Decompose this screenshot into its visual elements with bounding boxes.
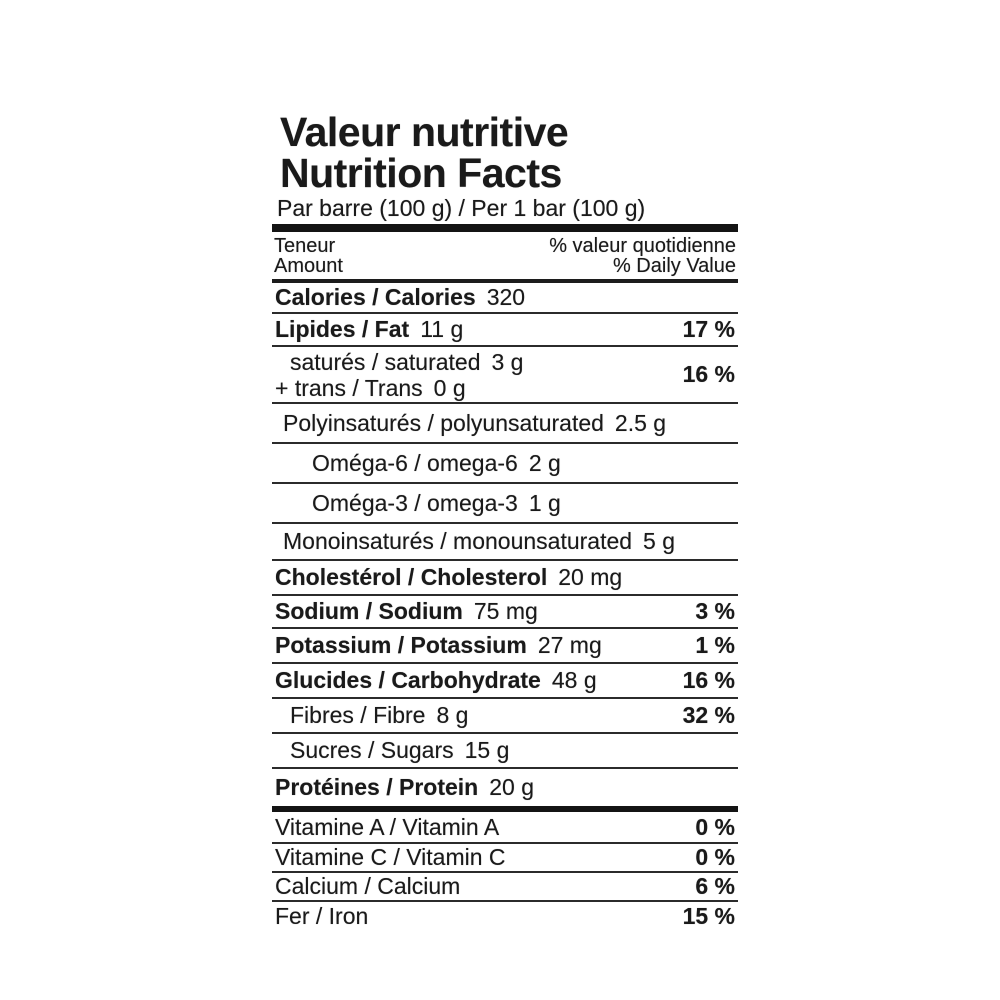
row-sugars xyxy=(272,734,738,769)
nutrient-name: Fibres / Fibre xyxy=(290,702,426,728)
row-fibre xyxy=(272,699,738,734)
nutrient-amount: 48 g xyxy=(551,667,597,693)
nutrient-daily-value: 0 % xyxy=(695,813,735,840)
nutrient-name: Vitamine C / Vitamin C xyxy=(275,844,506,870)
nutrient-name: Cholestérol / Cholesterol xyxy=(275,564,548,590)
label-title-english: Nutrition Facts xyxy=(280,150,562,196)
nutrient-daily-value: 16 % xyxy=(682,361,735,387)
row-saturated-trans xyxy=(272,347,738,404)
nutrient-daily-value: 6 % xyxy=(695,873,735,899)
row-vitamin-a xyxy=(272,812,738,844)
row-iron xyxy=(272,902,738,930)
nutrient-daily-value: 1 % xyxy=(695,632,735,658)
row-protein xyxy=(272,769,738,806)
nutrient-name: saturés / saturated xyxy=(290,348,481,375)
amount-header xyxy=(274,236,343,276)
nutrient-daily-value: 0 % xyxy=(695,844,735,870)
nutrient-name: Vitamine A / Vitamin A xyxy=(275,813,500,840)
nutrient-name: Lipides / Fat xyxy=(275,316,410,342)
nutrient-amount: 1 g xyxy=(528,489,561,516)
daily-value-header-fr: % valeur quotidienne xyxy=(549,235,736,257)
label-title-french: Valeur nutritive xyxy=(280,109,569,155)
saturated-line xyxy=(275,349,523,375)
nutrient-amount: 320 xyxy=(486,284,526,310)
nutrient-amount: 11 g xyxy=(420,316,464,342)
top-rule xyxy=(272,224,738,232)
nutrient-name: + trans / Trans xyxy=(275,374,423,401)
row-omega6 xyxy=(272,444,738,484)
nutrient-amount: 75 mg xyxy=(473,598,538,624)
row-potassium xyxy=(272,629,738,664)
row-vitamin-c xyxy=(272,844,738,873)
row-calories xyxy=(272,283,738,314)
nutrient-name: Monoinsaturés / monounsaturated xyxy=(283,528,633,554)
row-carbohydrate xyxy=(272,664,738,699)
row-calcium xyxy=(272,873,738,902)
nutrient-name: Glucides / Carbohydrate xyxy=(275,667,541,693)
nutrient-amount: 27 mg xyxy=(537,632,602,658)
nutrient-name: Sucres / Sugars xyxy=(290,737,454,763)
row-cholesterol xyxy=(272,561,738,596)
row-polyunsaturated xyxy=(272,404,738,444)
daily-value-header xyxy=(549,236,736,276)
nutrient-daily-value: 16 % xyxy=(682,667,735,693)
nutrient-daily-value: 17 % xyxy=(682,316,735,342)
amount-header-en: Amount xyxy=(274,255,343,277)
nutrient-name: Oméga-6 / omega-6 xyxy=(312,449,518,476)
nutrient-name: Polyinsaturés / polyunsaturated xyxy=(283,409,604,436)
nutrient-name: Potassium / Potassium xyxy=(275,632,527,658)
nutrient-amount: 2 g xyxy=(528,449,561,476)
row-omega3 xyxy=(272,484,738,524)
nutrient-name: Oméga-3 / omega-3 xyxy=(312,489,518,516)
column-header xyxy=(272,232,738,279)
nutrient-daily-value: 32 % xyxy=(682,702,735,728)
nutrient-amount: 5 g xyxy=(643,528,676,554)
nutrient-name: Sodium / Sodium xyxy=(275,598,463,624)
nutrient-name: Calcium / Calcium xyxy=(275,873,461,899)
nutrient-name: Fer / Iron xyxy=(275,902,369,929)
nutrient-daily-value: 15 % xyxy=(682,902,735,929)
daily-value-header-en: % Daily Value xyxy=(612,255,736,277)
nutrient-amount: 15 g xyxy=(464,737,510,763)
amount-header-fr: Teneur xyxy=(274,235,336,257)
nutrient-amount: 8 g xyxy=(436,702,469,728)
nutrition-facts-label xyxy=(272,109,738,930)
nutrient-amount: 20 g xyxy=(489,774,534,800)
nutrient-name: Protéines / Protein xyxy=(275,774,479,800)
nutrient-name: Calories / Calories xyxy=(275,284,476,310)
row-monounsaturated xyxy=(272,524,738,561)
nutrient-daily-value: 3 % xyxy=(695,598,735,624)
row-fat xyxy=(272,314,738,347)
saturated-trans-lines xyxy=(275,349,523,401)
nutrient-amount: 20 mg xyxy=(558,564,623,590)
nutrient-amount: 2.5 g xyxy=(614,409,667,436)
nutrient-amount: 0 g xyxy=(433,374,466,401)
nutrient-amount: 3 g xyxy=(491,348,524,375)
row-sodium xyxy=(272,596,738,629)
trans-line xyxy=(275,375,523,401)
serving-size: Par barre (100 g) / Per 1 bar (100 g) xyxy=(277,195,646,221)
